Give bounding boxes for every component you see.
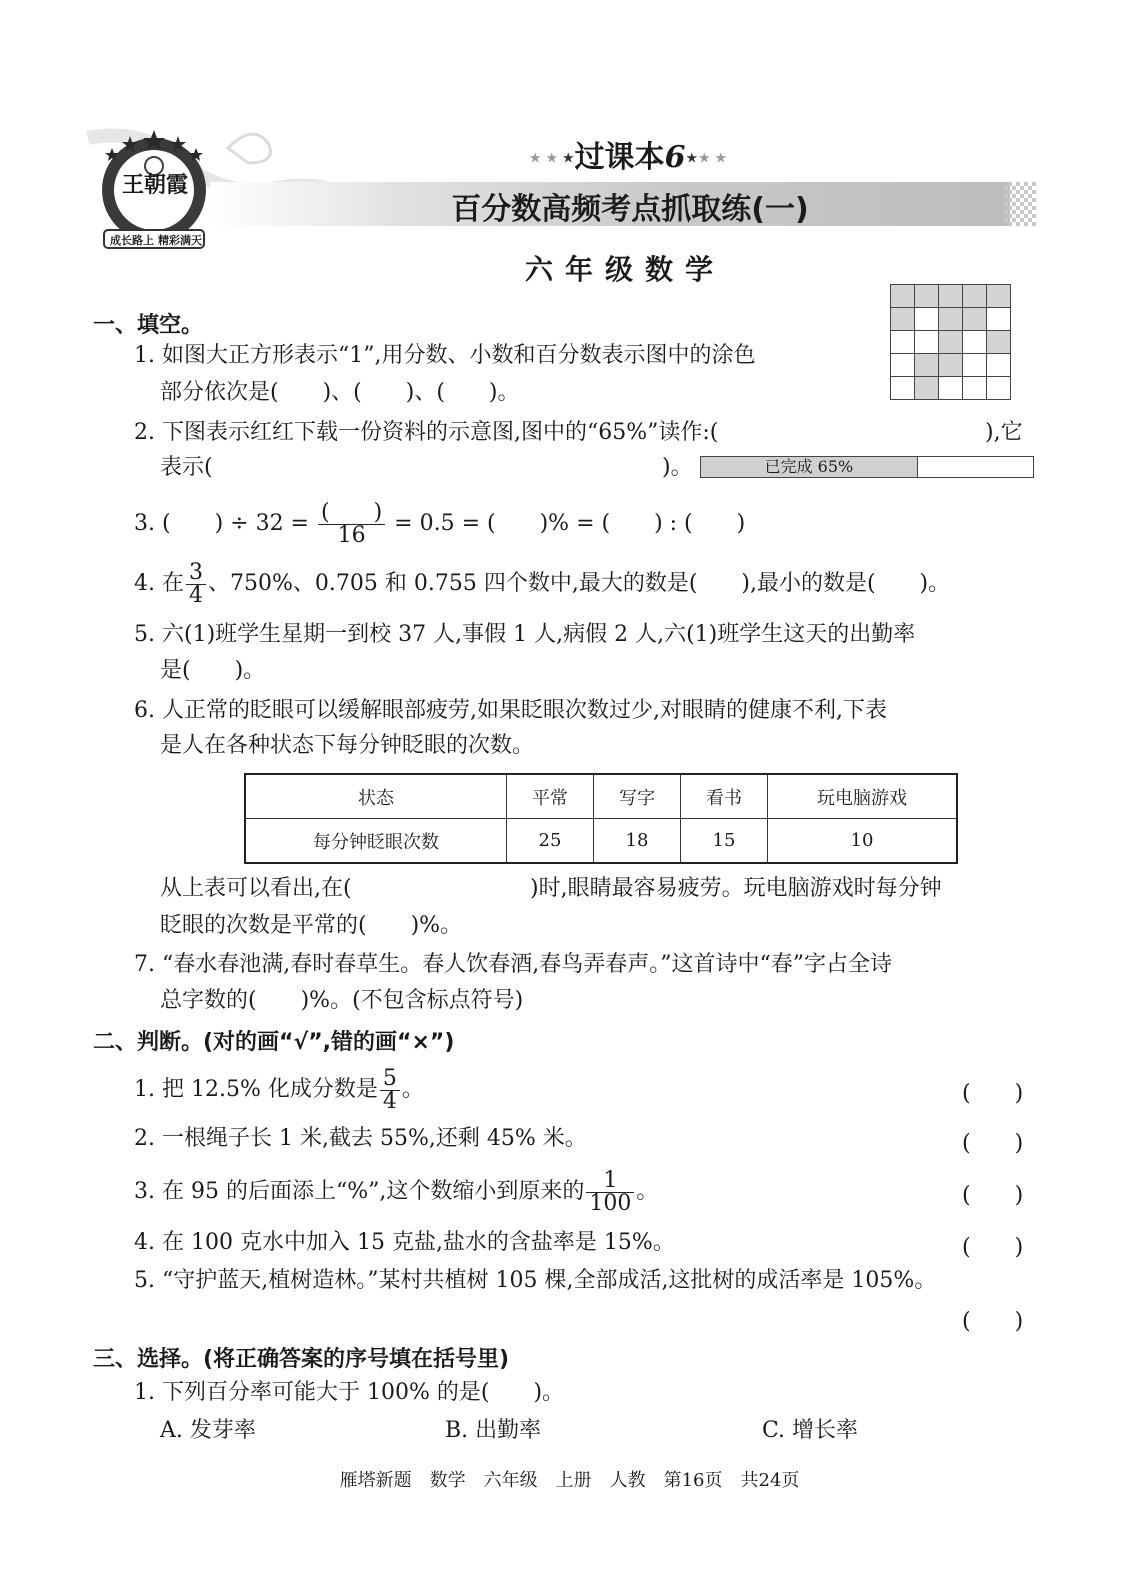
- table-cell: 25: [507, 819, 594, 864]
- q5-line1: 5. 六(1)班学生星期一到校 37 人,事假 1 人,病假 2 人,六(1)班学生这天的出勤率: [134, 622, 916, 647]
- q6-line3-end: )时,眼睛最容易疲劳。玩电脑游戏时每分钟: [530, 876, 942, 901]
- q1-line2: 部分依次是( )、( )、( )。: [160, 380, 520, 405]
- q6-line1: 6. 人正常的眨眼可以缓解眼部疲劳,如果眨眼次数过少,对眼睛的健康不利,下表: [134, 698, 887, 723]
- star-icon: ★★: [528, 150, 562, 167]
- logo-slogan-left: 成长路上: [110, 234, 154, 247]
- table-header: 玩电脑游戏: [768, 774, 958, 819]
- judge-q3: 3. 在 95 的后面添上“%”,这个数缩小到原来的 $\frac{1}{100}$ 。: [134, 1167, 659, 1216]
- table-header-row: [245, 774, 957, 819]
- q2-line1: 2. 下图表示红红下载一份资料的示意图,图中的“65%”读作:(: [134, 420, 719, 445]
- q4-line: 4. 在 $\frac{3}{4}$ 、750%、0.705 和 0.755 四个数中,最大的数是( ),最小的数是( )。: [134, 559, 951, 608]
- subject-title: 六年级数学: [524, 253, 725, 286]
- q2-line2-end: )。: [662, 455, 693, 480]
- section1-heading: 一、填空。: [93, 313, 204, 338]
- table-header: 看书: [681, 774, 768, 819]
- q3-fraction: $\frac{( )}{16}$: [318, 502, 385, 547]
- judge-q5: 5. “守护蓝天,植树造林。”某村共植树 105 棵,全部成活,这批树的成活率是 105%。: [134, 1268, 937, 1293]
- answer-paren[interactable]: ( ): [962, 1309, 1024, 1334]
- shaded-grid-figure: [890, 284, 1011, 400]
- q7-line2: 总字数的( )%。(不包含标点符号): [160, 988, 524, 1013]
- choice-option-a: A. 发芽率: [160, 1418, 256, 1443]
- table-cell: 15: [681, 819, 768, 864]
- logo-name: 王朝霞: [121, 172, 188, 198]
- q4-fraction: $\frac{3}{4}$: [186, 562, 206, 607]
- choice-option-c: C. 增长率: [762, 1418, 859, 1443]
- judge-q1: 1. 把 12.5% 化成分数是 $\frac{5}{4}$ 。: [134, 1065, 424, 1114]
- section3-heading: 三、选择。(将正确答案的序号填在括号里): [93, 1347, 510, 1372]
- q6-line2: 是人在各种状态下每分钟眨眼的次数。: [160, 733, 535, 758]
- table-header: 状态: [245, 774, 507, 819]
- table-row-label: 每分钟眨眼次数: [245, 819, 507, 864]
- answer-paren[interactable]: ( ): [962, 1081, 1024, 1106]
- page-title: 百分数高频考点抓取练(一): [451, 192, 809, 227]
- table-cell: 10: [768, 819, 958, 864]
- q3-line: 3. ( ) ÷ 32 = $\frac{( )}{16}$ = 0.5 = ( )% = ( ) : ( ): [134, 499, 746, 548]
- q2-line1-end: ),它: [985, 420, 1023, 445]
- q6-line4: 眨眼的次数是平常的( )%。: [160, 913, 463, 938]
- q7-line1: 7. “春水春池满,春时春草生。春人饮春酒,春鸟弄春声。”这首诗中“春”字占全诗: [134, 952, 892, 977]
- download-progress-bar: [700, 456, 1034, 478]
- judge-q1-fraction: $\frac{5}{4}$: [380, 1068, 400, 1113]
- judge-q4: 4. 在 100 克水中加入 15 克盐,盐水的含盐率是 15%。: [134, 1230, 675, 1255]
- judge-q2: 2. 一根绳子长 1 米,截去 55%,还剩 45% 米。: [134, 1126, 587, 1151]
- table-row: [245, 819, 957, 864]
- q6-line3-start: 从上表可以看出,在(: [160, 876, 352, 901]
- banner-checker: [1004, 182, 1036, 226]
- star-icon: ★★: [698, 150, 732, 167]
- page-footer: 雁塔新题 数学 六年级 上册 人教 第16页 共24页: [339, 1470, 800, 1491]
- kicker-title: ★★★过课本6★★★: [528, 140, 732, 175]
- star-icon: ★: [562, 150, 575, 167]
- progress-label: 已完成 65%: [764, 457, 854, 476]
- section2-heading: 二、判断。(对的画“√”,错的画“×”): [93, 1030, 455, 1055]
- answer-paren[interactable]: ( ): [962, 1131, 1024, 1156]
- blink-rate-table: [244, 773, 958, 864]
- answer-paren[interactable]: ( ): [962, 1183, 1024, 1208]
- q5-line2: 是( )。: [160, 658, 266, 683]
- q2-line2: 表示(: [160, 455, 213, 480]
- table-header: 写字: [594, 774, 681, 819]
- table-header: 平常: [507, 774, 594, 819]
- judge-q3-fraction: $\frac{1}{100}$: [586, 1170, 634, 1215]
- choice-q1: 1. 下列百分率可能大于 100% 的是( )。: [134, 1380, 565, 1405]
- star-icon: ★: [685, 150, 698, 167]
- choice-option-b: B. 出勤率: [445, 1418, 542, 1443]
- table-cell: 18: [594, 819, 681, 864]
- logo-slogan-right: 精彩满天: [158, 234, 202, 247]
- q1-line1: 1. 如图大正方形表示“1”,用分数、小数和百分数表示图中的涂色: [134, 343, 756, 368]
- answer-paren[interactable]: ( ): [962, 1235, 1024, 1260]
